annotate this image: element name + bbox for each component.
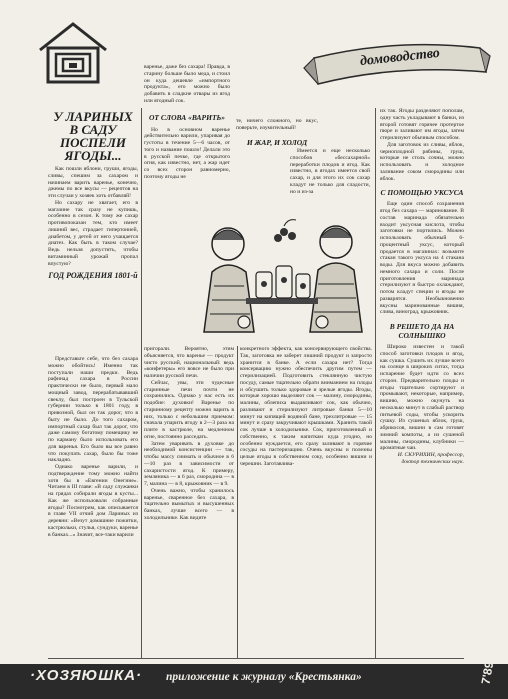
house-logo-icon bbox=[34, 18, 112, 88]
women-with-jars-illustration bbox=[184, 212, 380, 338]
article4-intro2: Для заготовок из сливы, яблок, черноплодной рябины, груш, которые не столь сочны, можно использовать и холодное заливание соком смородины или яблок. bbox=[380, 141, 464, 182]
divider-h bbox=[48, 658, 464, 659]
article1-title: У ЛАРИНЫХ В САДУ ПОСПЕЛИ ЯГОДЫ... bbox=[53, 110, 133, 163]
article2-body2-p2: Сейчас, увы, эти чудесные старинные печи почти не сохранились. Однако у нас есть их подобие: духовки! Варенье по старинному рецепту можно варить в них, только с небольшим приемом: сначала упарить ягоду в 2—3 раза на плите в кастрюле, на медленном огне, постоянно расседать. bbox=[144, 379, 234, 440]
article1-body-column bbox=[48, 356, 138, 658]
article2-body: Но в основном варенье действительно варили, упаривая до густоты в течение 5—6 часов, от того и название пошло! Делали это в русской печке, где открытого огня, как известно, нет, а жар идет со всех сторон равномерно, поэтому ягоды не bbox=[144, 126, 230, 180]
article1-body-p1: Представьте себе, что без сахара можно обойтись! Именно так поступали наши предки. Ведь рафинад сахара в России практически не было, первый мало мощный завод, перерабатывавший свеклу, был построен в Тульской губернии только в 1801 году, в привозной, был он так дорог, что в быту не было. До того сахаром, импортный сахар был так дорог, что даже самому богатому помещику не по карману было использовать его для варенья. Его было вы все равно что покупать сахар, было бы тоже накладно. bbox=[48, 356, 138, 464]
divider-2 bbox=[237, 346, 238, 658]
article2-body2-p1: пригорали. Вероятно, этим объясняется, что варенье — продукт чисто русский, национальный: ведь «конфетеры» его вовсе не было при наличии русской печи. bbox=[144, 346, 234, 379]
footer-issue-number: 7'89 bbox=[478, 660, 497, 686]
article4-intro: их так. Ягоды разделяют пополам, одну часть укладывают в банки, из второй готовят горячее протертое пюре и заливают им ягоды, затем стерилизуют обычным способом. bbox=[380, 108, 464, 141]
article4-signature: И. СКУРИХИН, профессор, доктор технических наук. bbox=[397, 452, 464, 465]
divider-1 bbox=[141, 108, 142, 658]
article3-intro: те, ничего сложного, но вкус, поверьте, изумительный! bbox=[236, 118, 318, 131]
article2-intro: варенье, даже без сахара! Правда, в старину больше было меда, и стоил он куда дешевле «импортного продукта», его можно было добавить в сладкие отвары из ягод или ягодный сок. bbox=[144, 64, 230, 104]
article3-body: Имеется и еще несколько способов «бессахарной» переработки плодов и ягод. Как известно, в ягодах имеется свой сахар, и для этого их сок сахар кладут не только для сладости, но и из-за bbox=[290, 148, 370, 195]
article4-title2: В РЕШЕТО ДА НА СОЛНЫШКО bbox=[389, 322, 455, 340]
article1-top bbox=[48, 110, 138, 354]
article4-body2: Широко известен и такой способ заготовки плодов и ягод, как сушка. Сушить их лучше всего на солнце в широких ситах, тогда испарение будет идти со всех сторон. Предварительно плоды и ягоды тщательно сортируют и промывают, некоторые, например, вишню, можно окунуть на несколько минут в слабый раствор питьевой соды, чтобы ускорить сушку. Из сушеных яблок, груш, абрикосов, вишни в сам готовят зимний компоты, а из сушеной малины, смородины, клубники — ароматные чаи. bbox=[380, 344, 464, 452]
article4-column bbox=[380, 108, 464, 660]
article1-lead-p2: Но сахару не хватает, его в магазине так сразу не купишь, особенно в сезон. К тому же сахар противопоказан тем, кто имеет лишний вес, страдает гипертонией, диабетом, у детей от него учащается диатез. Как быть в таком случае? Ведь нельзя допустить, чтобы витаминный урожай пропал впустую? bbox=[48, 199, 138, 267]
article3-top-body bbox=[290, 148, 370, 204]
article3-title: И ЖАР, И ХОЛОД bbox=[246, 137, 308, 147]
article1-subhead: ГОД РОЖДЕНИЯ 1801-й bbox=[48, 271, 138, 281]
divider-3 bbox=[375, 108, 376, 658]
article4-body: Еще один способ сохранения ягод без сахара — маринование. В состав маринада обязательно входит уксусная кислота, чтобы заготовки не портились. Можно использовать обычный 6-процентный уксус, который продается в магазинах: возьмите стакан такого уксуса на 4 стакана воды. Для вкуса можно добавить немного сахара и соли. После приготовления маринада стерилизуют и быстро охлаждают, потом кладут специи и ягоды не разварятся. Необыкновенно вкусны маринованные вишня, слива, виноград, крыжовник. bbox=[380, 201, 464, 316]
article1-body-p2: Однако варенье варили, и подтверждение тому можно найти хотя бы в «Евгении Онегине». Читаем в III главе: «В саду служанки на грядах собирали ягоды в кусты... Как же использовали собранные ягоды? Посмотрим, как описывается в главе VII отчий дом Лариных из деревни: «Везут домашние пожитки, кастрюльки, стулья, сундуки, варенье в банках...» Значит, все-таки варили bbox=[48, 464, 138, 538]
article2-title: ОТ СЛОВА «ВАРИТЬ» bbox=[148, 112, 226, 122]
article2-body-column bbox=[144, 346, 234, 658]
article3-body2: конкретного эффекта, как консервирующего свойства. Так, заготовка не заберет лишний продукт и запросто хранится в банке. А если сахара нет? Тогда консервацию нужно обеспечить другим путем — стерилизацией. Подготовить стеклянную чистую посуду, самые тщательно обрати вниманием на плоды и обсушить только здоровые и зрелые ягоды. Ягоды, которые хорошо выделяют сок — малину, смородины, малины, облепиха выдавливают сок, как обычно, разливают и стерилизуют литровые банки 5—10 минут на кипящей водяной бане, трехлитровые — 15 минут и сразу закручивают крышками. Хранить такой сок лучше в холодильнике. Сок, приготовленный и собственно, к таким напиткам куда угодно, но особенно нуждается, его сразу заливают в горячие сосуды на пастеризацию. Очень вкусны и полезны целые ягоды в собственном соку, особенно вишни и черешни. Заготавлива- bbox=[240, 346, 372, 467]
article2-body2-p3: Затем уваривать в духовке до необходимой консистенции — так, чтобы массу снимать и обычное в 6—10 раз в зависимости от сахаристости ягод. К примеру, земляника — в 6 раз, смородина — в 7, малина — в 8, крыжовник — в 9. bbox=[144, 440, 234, 487]
footer-magazine-title: ·ХОЗЯЮШКА· bbox=[30, 667, 143, 684]
article3-body-column bbox=[240, 346, 372, 658]
article1-lead-p1: Как пошли яблони, груши, ягоды, сливы, спешим за сахаром и начинаем варить варенье, конечно, джемы по все вкусы — рецептов на эти случаи у хозяек хоть отбавляй! bbox=[48, 166, 138, 199]
article2-top bbox=[144, 64, 230, 204]
article2-body2-p4: Очень важно, чтобы хранилось варенье, сваренное без сахара, в тщательно вымытых и высушенных банках, лучше всего — в холодильнике. Как видите bbox=[144, 487, 234, 521]
banner-title: домоводство bbox=[359, 45, 441, 70]
article4-title: С ПОМОЩЬЮ УКСУСА bbox=[380, 188, 464, 198]
footer-subtitle: приложение к журналу «Крестьянка» bbox=[166, 671, 362, 683]
